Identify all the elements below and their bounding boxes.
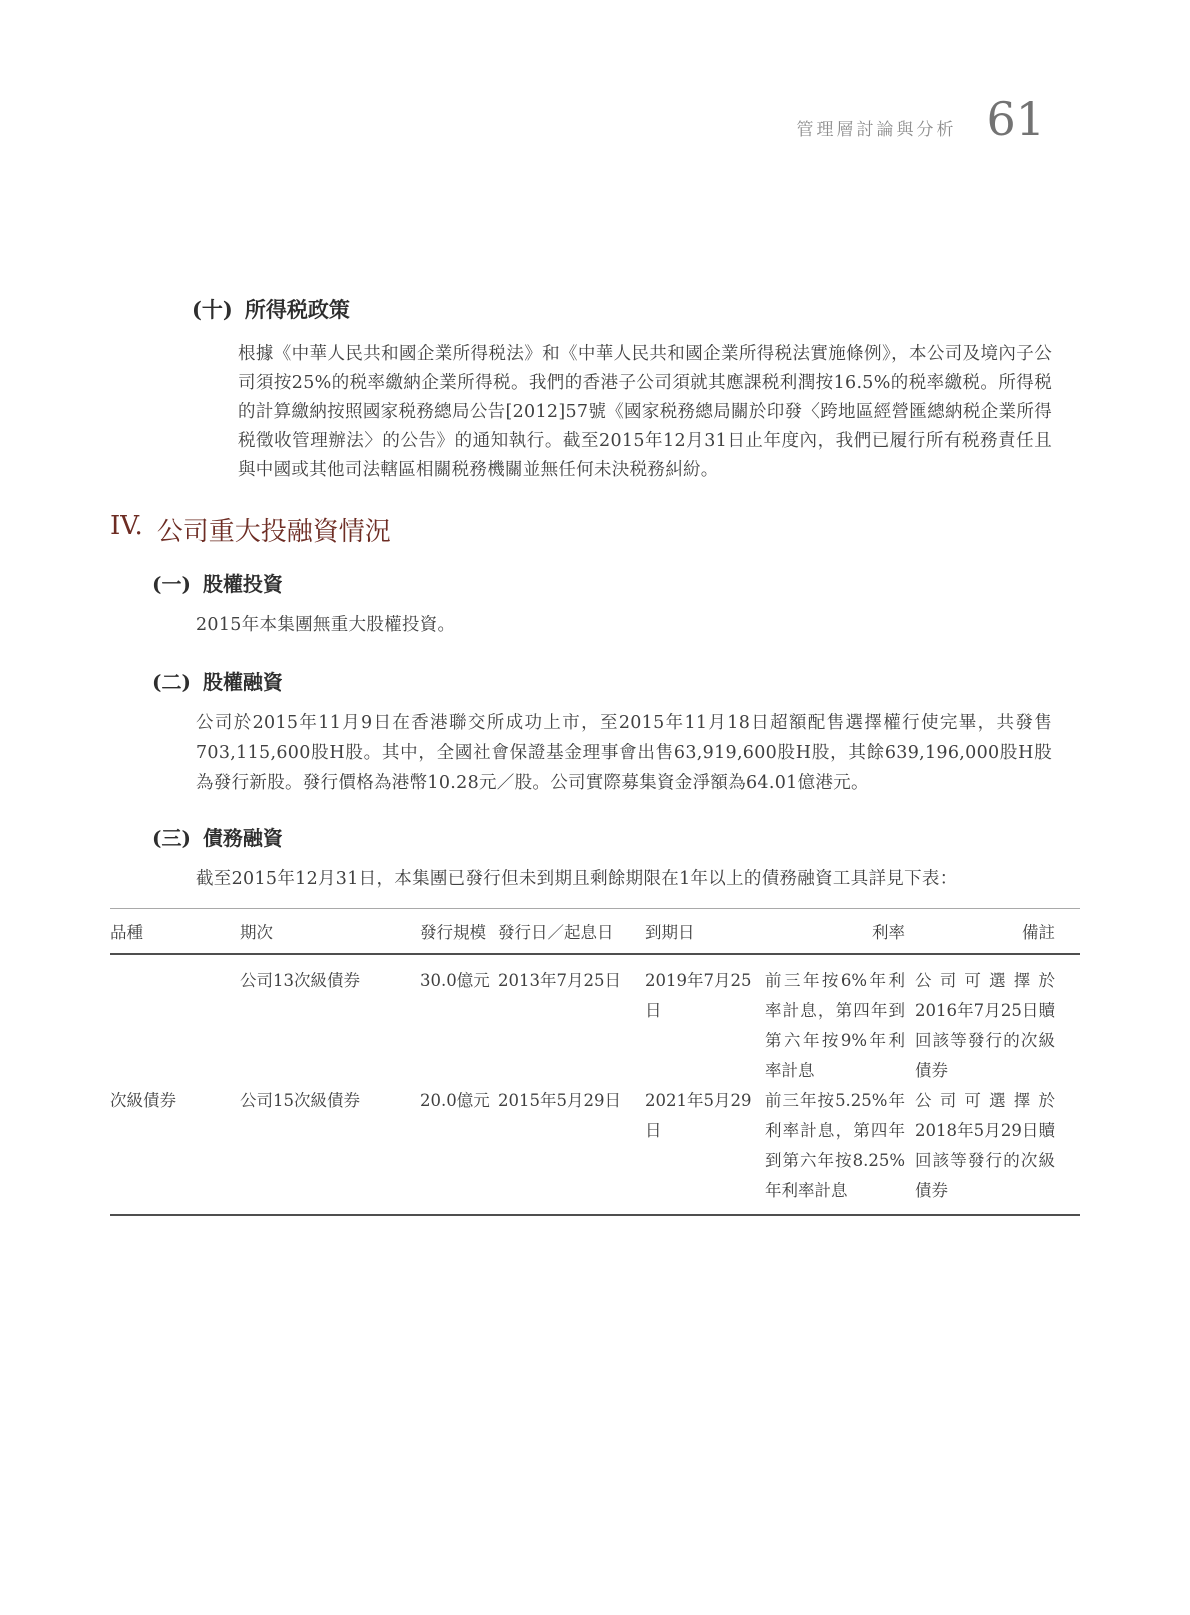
cell-remarks: 公司可選擇於2016年7月25日贖回該等發行的次級債券 — [915, 971, 1055, 1080]
heading-debt-financing-title: 債務融資 — [202, 826, 283, 850]
cell-variety: 次級債券 — [110, 1091, 176, 1110]
equity-financing-paragraph: 公司於2015年11月9日在香港聯交所成功上市，至2015年11月18日超額配售選擇權行使完畢，共發售703,115,600股H股。其中，全國社會保證基金理事會出售63,919,600股H股，其餘639,196,000股H股為發行新股。發行價格為港幣10.28元／股。公司實際募集資金淨額為64.01億港元。 — [196, 713, 1052, 793]
table-header-row — [110, 909, 1080, 955]
cell-maturity-date: 2021年5月29日 — [645, 1091, 752, 1140]
debt-instruments-table — [110, 908, 1080, 1216]
heading-equity-investment-title: 股權投資 — [202, 572, 283, 596]
cell-issue-date: 2013年7月25日 — [498, 971, 621, 990]
cell-issue-size: 20.0億元 — [420, 1091, 490, 1110]
heading-equity-investment — [152, 568, 1190, 597]
heading-debt-financing-num: (三) — [152, 826, 191, 850]
cell-tranche: 公司15次級債券 — [240, 1091, 360, 1110]
debt-financing-paragraph: 截至2015年12月31日，本集團已發行但未到期且剩餘期限在1年以上的債務融資工具詳見下表： — [196, 869, 958, 889]
tax-policy-paragraph: 根據《中華人民共和國企業所得税法》和《中華人民共和國企業所得税法實施條例》，本公司及境內子公司須按25%的税率繳納企業所得税。我們的香港子公司須就其應課税利潤按16.5%的税率繳税。所得税的計算繳納按照國家税務總局公告[2012]57號《國家税務總局關於印發〈跨地區經營匯總納税企業所得税徵收管理辦法〉的公告》的通知執行。截至2015年12月31日止年度內，我們已履行所有税務責任且與中國或其他司法轄區相關税務機關並無任何未決税務糾紛。 — [238, 344, 1052, 480]
page-number: 61 — [986, 92, 1045, 146]
table-row — [110, 1086, 1080, 1216]
col-header-remarks: 備註 — [1022, 923, 1055, 942]
heading-section-iv — [110, 511, 1190, 548]
heading-tax-policy-title: 所得税政策 — [244, 297, 350, 322]
col-header-variety: 品種 — [110, 923, 143, 942]
heading-tax-policy-num: (十) — [192, 297, 233, 322]
heading-equity-financing-title: 股權融資 — [202, 670, 283, 694]
cell-interest-rate: 前三年按6%年利率計息，第四年到第六年按9%年利率計息 — [765, 971, 905, 1080]
cell-maturity-date: 2019年7月25日 — [645, 971, 752, 1020]
heading-equity-investment-num: (一) — [152, 572, 191, 596]
col-header-issue-size: 發行規模 — [420, 923, 486, 942]
heading-section-iv-title: 公司重大投融資情況 — [156, 517, 391, 547]
cell-tranche: 公司13次級債券 — [240, 971, 360, 990]
heading-equity-financing — [152, 666, 1190, 695]
col-header-maturity-date: 到期日 — [645, 923, 695, 942]
equity-investment-paragraph: 2015年本集團無重大股權投資。 — [196, 615, 456, 635]
page-header — [0, 0, 1190, 146]
table-row — [110, 955, 1080, 1086]
cell-remarks: 公司可選擇於2018年5月29日贖回該等發行的次級債券 — [915, 1091, 1055, 1200]
heading-equity-financing-num: (二) — [152, 670, 191, 694]
heading-tax-policy — [192, 294, 1190, 324]
cell-interest-rate: 前三年按5.25%年利率計息，第四年到第六年按8.25%年利率計息 — [765, 1091, 905, 1200]
chapter-label: 管理層討論與分析 — [796, 120, 957, 140]
col-header-issue-date: 發行日／起息日 — [498, 923, 614, 942]
heading-section-iv-num: IV. — [110, 511, 143, 541]
heading-debt-financing — [152, 822, 1190, 851]
cell-issue-date: 2015年5月29日 — [498, 1091, 621, 1110]
col-header-tranche: 期次 — [240, 923, 273, 942]
cell-issue-size: 30.0億元 — [420, 971, 490, 990]
cell-variety — [110, 955, 240, 1086]
col-header-interest-rate: 利率 — [872, 923, 905, 942]
